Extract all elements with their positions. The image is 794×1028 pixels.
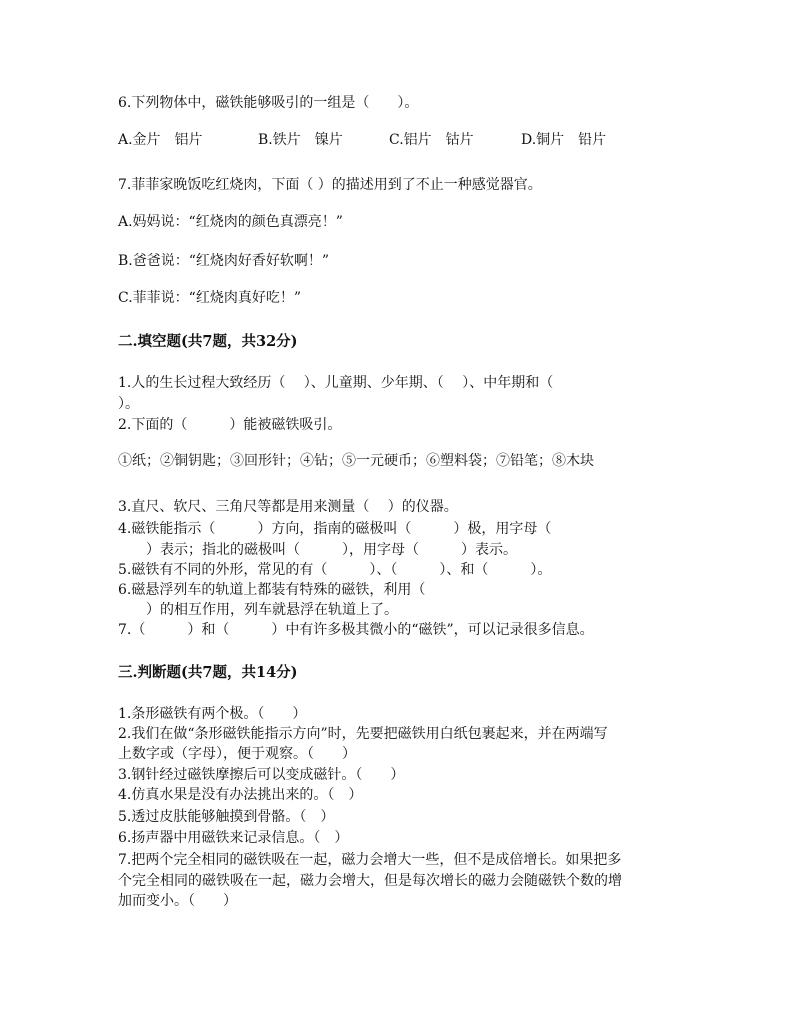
judge-q7-line2: 个完全相同的磁铁吸在一起，磁力会增大，但是每次增长的磁力会随磁铁个数的增 <box>118 873 622 889</box>
fill-q1-line2: ）。 <box>118 396 139 412</box>
judge-q5: 5.透过皮肤能够触摸到骨骼。（ ） <box>118 809 335 825</box>
mc-q6-option-c: C.铝片 钴片 <box>389 132 474 148</box>
fill-q4-line1: 4.磁铁能指示（ ）方向，指南的磁极叫（ ）极，用字母（ <box>118 521 552 537</box>
mc-q6-option-a: A.金片 铝片 <box>118 132 203 148</box>
fill-q6-line2: ）的相互作用，列车就悬浮在轨道上了。 <box>118 602 398 618</box>
judge-q6: 6.扬声器中用磁铁来记录信息。（ ） <box>118 830 349 846</box>
fill-q4-line2: ）表示；指北的磁极叫（ ），用字母（ ）表示。 <box>118 542 517 558</box>
fill-q2: 2.下面的（ ）能被磁铁吸引。 <box>118 417 342 433</box>
fill-q5: 5.磁铁有不同的外形，常见的有（ ）、（ ）、和（ ）。 <box>118 562 552 578</box>
mc-q7-option-a: A.妈妈说：“红烧肉的颜色真漂亮！” <box>118 214 343 230</box>
mc-q7-stem: 7.菲菲家晚饭吃红烧肉，下面（ ）的描述用到了不止一种感觉器官。 <box>118 177 542 193</box>
judge-q2-line2: 上数字或（字母），便于观察。（ ） <box>118 746 356 762</box>
judge-q7-line1: 7.把两个完全相同的磁铁吸在一起，磁力会增大一些，但不是成倍增长。如果把多 <box>118 852 622 868</box>
judge-q7-line3: 加而变小。（ ） <box>118 893 237 909</box>
fill-section-heading: 二.填空题(共7题，共32分) <box>118 333 298 350</box>
mc-q7-option-b: B.爸爸说：“红烧肉好香好软啊！” <box>118 253 330 269</box>
mc-q6-stem: 6.下列物体中，磁铁能够吸引的一组是（ ）。 <box>118 95 419 111</box>
mc-q7-option-c: C.菲菲说：“红烧肉真好吃！” <box>118 290 301 306</box>
judge-q4: 4.仿真水果是没有办法挑出来的。（ ） <box>118 787 363 803</box>
fill-q7: 7.（ ）和（ ）中有许多极其微小的“磁铁”，可以记录很多信息。 <box>118 622 594 638</box>
judge-q1: 1.条形磁铁有两个极。（ ） <box>118 706 307 722</box>
judge-q2-line1: 2.我们在做“条形磁铁能指示方向”时，先要把磁铁用白纸包裹起来，并在两端写 <box>118 726 608 742</box>
fill-q1-line1: 1.人的生长过程大致经历（ ）、儿童期、少年期、（ ）、中年期和（ <box>118 375 554 391</box>
judge-section-heading: 三.判断题(共7题，共14分) <box>118 664 298 681</box>
mc-q6-options <box>118 131 718 151</box>
fill-q2-items: ①纸；②铜钥匙；③回形针；④钻；⑤一元硬币；⑥塑料袋；⑦铅笔；⑧木块 <box>118 453 594 469</box>
fill-q3: 3.直尺、软尺、三角尺等都是用来测量（ ）的仪器。 <box>118 499 458 515</box>
judge-q3: 3.钢针经过磁铁摩擦后可以变成磁针。（ ） <box>118 767 405 783</box>
fill-q6-line1: 6.磁悬浮列车的轨道上都装有特殊的磁铁，利用（ <box>118 582 426 598</box>
mc-q6-option-b: B.铁片 镍片 <box>258 132 343 148</box>
mc-q6-option-d: D.铜片 铅片 <box>521 132 607 148</box>
